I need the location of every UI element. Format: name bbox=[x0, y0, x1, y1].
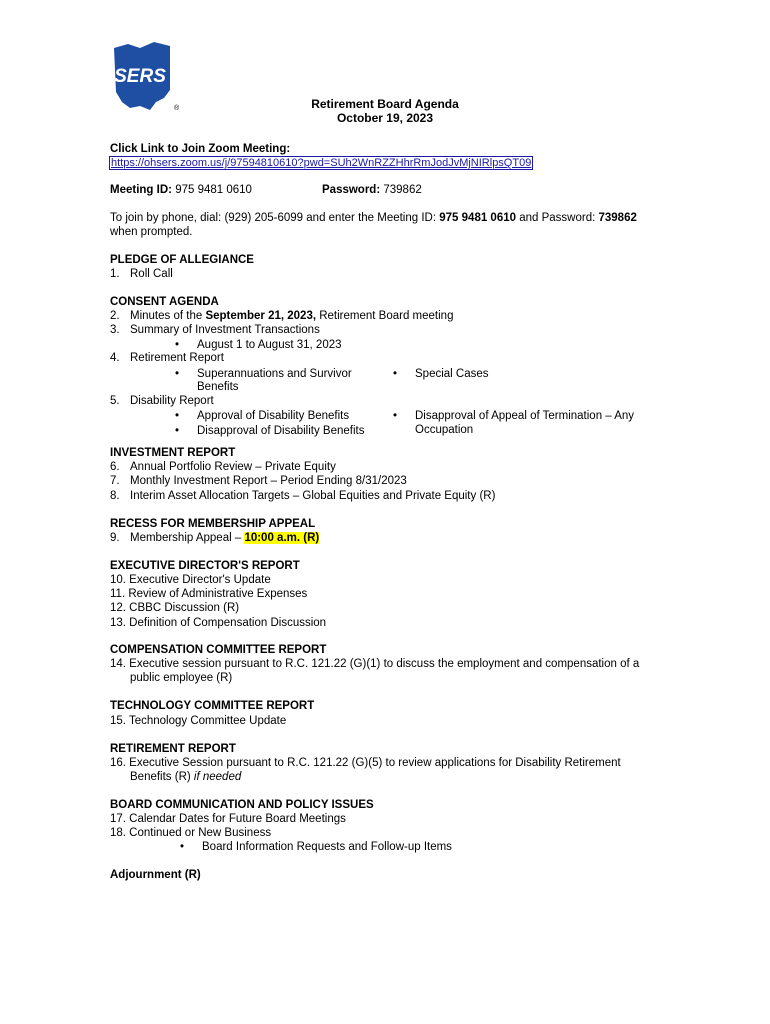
item-text: Membership Appeal – bbox=[130, 532, 242, 544]
zoom-meeting-link[interactable]: https://ohsers.zoom.us/j/97594810610?pwd=SUh2WnRZZHhrRmJodJvMjNIRlpsQT09 bbox=[111, 157, 532, 169]
technology-heading: TECHNOLOGY COMMITTEE REPORT bbox=[110, 700, 315, 712]
password-value: 739862 bbox=[383, 184, 422, 196]
compensation-heading: COMPENSATION COMMITTEE REPORT bbox=[110, 644, 327, 656]
item-number: 2. bbox=[110, 310, 120, 322]
item-text: Minutes of the bbox=[130, 310, 203, 322]
agenda-item-2 bbox=[110, 309, 453, 323]
agenda-item-8 bbox=[110, 489, 495, 503]
agenda-subitem bbox=[175, 409, 349, 423]
agenda-item-10: 10. Executive Director's Update bbox=[110, 574, 271, 586]
bullet-icon: • bbox=[175, 368, 180, 380]
retirement-heading: RETIREMENT REPORT bbox=[110, 743, 236, 755]
agenda-subitem bbox=[180, 840, 452, 854]
agenda-item-3 bbox=[110, 323, 320, 337]
agenda-item-13: 13. Definition of Compensation Discussion bbox=[110, 617, 327, 629]
phone-instructions bbox=[110, 211, 637, 225]
subitem-text: Approval of Disability Benefits bbox=[197, 410, 350, 422]
item-number: 7. bbox=[110, 475, 120, 487]
highlighted-time: 10:00 a.m. (R) bbox=[244, 532, 320, 544]
item-text: Disability Report bbox=[130, 395, 214, 407]
pledge-heading: PLEDGE OF ALLEGIANCE bbox=[110, 254, 254, 266]
agenda-item-16: 16. Executive Session pursuant to R.C. 121.22 (G)(5) to review applications for Disability Retirement bbox=[110, 757, 621, 769]
subitem-text: August 1 to August 31, 2023 bbox=[197, 339, 342, 351]
phone-meeting-id: 975 9481 0610 bbox=[439, 212, 517, 224]
item-number: 9. bbox=[110, 532, 120, 544]
recess-heading: RECESS FOR MEMBERSHIP APPEAL bbox=[110, 518, 316, 530]
logo-text: SERS bbox=[114, 66, 166, 87]
item-number: 4. bbox=[110, 352, 120, 364]
agenda-item-16-cont bbox=[130, 770, 241, 784]
phone-password: 739862 bbox=[598, 212, 637, 224]
phone-text-pre: To join by phone, dial: (929) 205-6099 and enter the Meeting ID: bbox=[110, 212, 437, 224]
adjournment: Adjournment (R) bbox=[110, 869, 201, 881]
agenda-item-6 bbox=[110, 460, 336, 474]
executive-heading: EXECUTIVE DIRECTOR'S REPORT bbox=[110, 560, 300, 572]
agenda-subitem-cont: Benefits bbox=[197, 381, 239, 393]
agenda-item-11: 11. Review of Administrative Expenses bbox=[110, 588, 308, 600]
agenda-subitem bbox=[393, 409, 634, 423]
item-text: Summary of Investment Transactions bbox=[130, 324, 320, 336]
item-text: Retirement Report bbox=[130, 352, 224, 364]
agenda-item-7 bbox=[110, 474, 407, 488]
agenda-item-9 bbox=[110, 531, 319, 545]
board-heading: BOARD COMMUNICATION AND POLICY ISSUES bbox=[110, 799, 374, 811]
meeting-id-value: 975 9481 0610 bbox=[175, 184, 252, 196]
bullet-icon: • bbox=[180, 841, 185, 853]
agenda-subitem bbox=[175, 367, 352, 381]
item-number: 3. bbox=[110, 324, 120, 336]
item-text: Benefits (R) bbox=[130, 771, 191, 783]
meeting-id-row bbox=[110, 183, 252, 197]
consent-heading: CONSENT AGENDA bbox=[110, 296, 219, 308]
item-text-end: Retirement Board meeting bbox=[319, 310, 454, 322]
agenda-item-18: 18. Continued or New Business bbox=[110, 827, 272, 839]
password-row bbox=[322, 183, 422, 197]
agenda-item-4 bbox=[110, 351, 224, 365]
item-note: if needed bbox=[193, 771, 242, 783]
item-number: 1. bbox=[110, 268, 120, 280]
meeting-id-label: Meeting ID: bbox=[110, 184, 172, 196]
registered-mark: ® bbox=[174, 105, 180, 112]
password-label: Password: bbox=[322, 184, 381, 196]
agenda-item-14-cont: public employee (R) bbox=[130, 672, 233, 684]
phone-text-mid: and Password: bbox=[519, 212, 596, 224]
item-number: 8. bbox=[110, 490, 120, 502]
agenda-item-14: 14. Executive session pursuant to R.C. 121.22 (G)(1) to discuss the employment and compensation of a bbox=[110, 658, 640, 670]
agenda-title bbox=[0, 97, 770, 125]
item-text: Monthly Investment Report – Period Ending 8/31/2023 bbox=[130, 475, 407, 487]
bullet-icon: • bbox=[393, 410, 398, 422]
subitem-text: Special Cases bbox=[415, 368, 489, 380]
agenda-item-15: 15. Technology Committee Update bbox=[110, 715, 287, 727]
item-number: 5. bbox=[110, 395, 120, 407]
item-text: Roll Call bbox=[130, 268, 173, 280]
subitem-text: Disapproval of Disability Benefits bbox=[197, 425, 365, 437]
subitem-text: Board Information Requests and Follow-up Items bbox=[202, 841, 452, 853]
zoom-join-label: Click Link to Join Zoom Meeting: bbox=[110, 143, 291, 155]
subitem-text: Superannuations and Survivor bbox=[197, 368, 352, 380]
agenda-item-1 bbox=[110, 267, 173, 281]
zoom-link-row bbox=[110, 156, 532, 170]
bullet-icon: • bbox=[175, 425, 180, 437]
agenda-subitem bbox=[175, 338, 342, 352]
item-text: Interim Asset Allocation Targets – Global Equities and Private Equity (R) bbox=[130, 490, 496, 502]
investment-heading: INVESTMENT REPORT bbox=[110, 447, 236, 459]
agenda-item-5 bbox=[110, 394, 214, 408]
agenda-item-12: 12. CBBC Discussion (R) bbox=[110, 602, 240, 614]
item-date: September 21, 2023, bbox=[205, 310, 317, 322]
agenda-item-17: 17. Calendar Dates for Future Board Meetings bbox=[110, 813, 346, 825]
item-number: 6. bbox=[110, 461, 120, 473]
item-text: Annual Portfolio Review – Private Equity bbox=[130, 461, 336, 473]
bullet-icon: • bbox=[175, 410, 180, 422]
bullet-icon: • bbox=[393, 368, 398, 380]
title-line-2: October 19, 2023 bbox=[336, 111, 434, 125]
bullet-icon: • bbox=[175, 339, 180, 351]
agenda-subitem bbox=[393, 367, 489, 381]
phone-instructions-cont: when prompted. bbox=[110, 226, 193, 238]
subitem-text: Disapproval of Appeal of Termination – Any bbox=[415, 410, 635, 422]
title-line-1: Retirement Board Agenda bbox=[311, 97, 459, 111]
agenda-subitem-cont: Occupation bbox=[415, 424, 474, 436]
agenda-subitem bbox=[175, 424, 364, 438]
